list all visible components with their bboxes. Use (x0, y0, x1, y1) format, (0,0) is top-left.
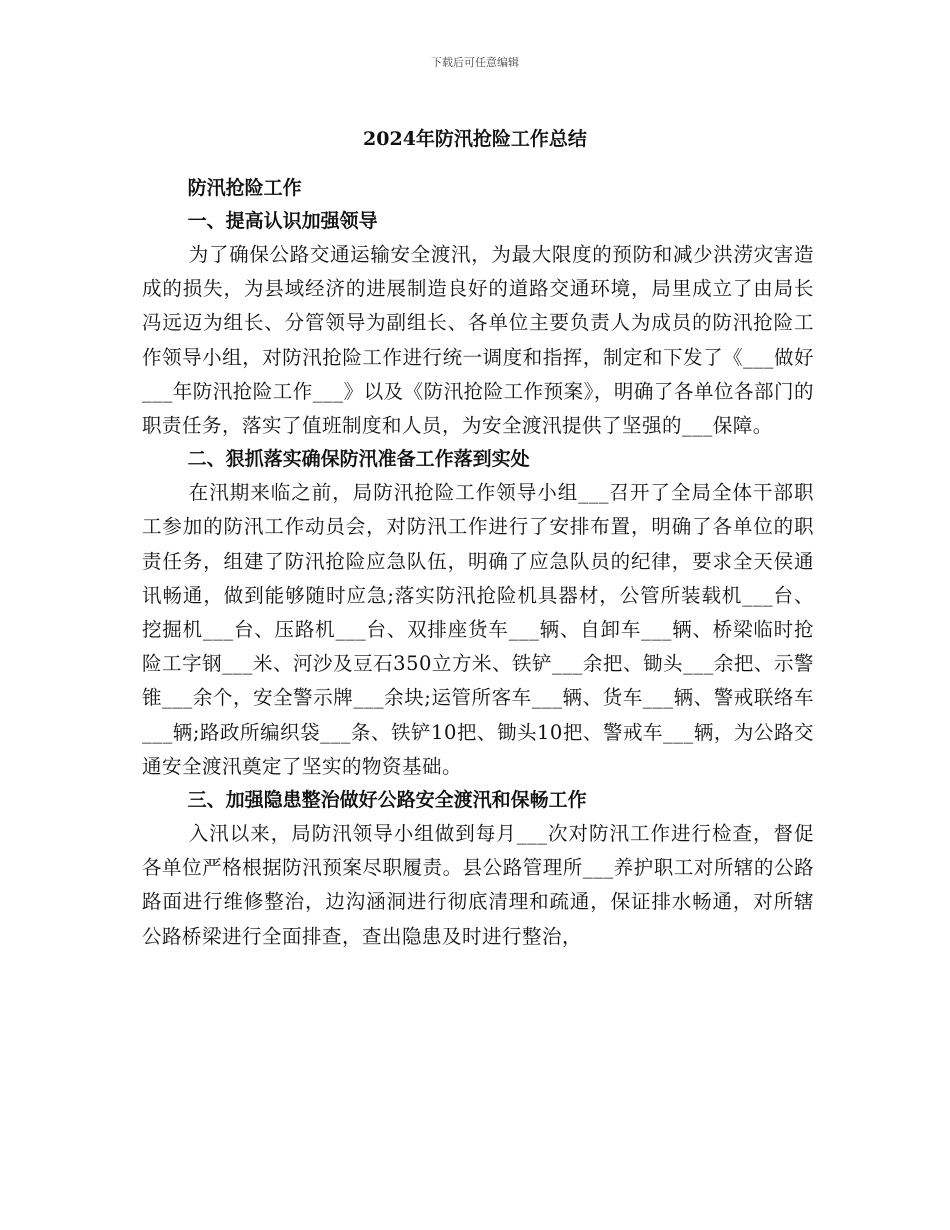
section-heading-2: 二、狠抓落实确保防汛准备工作落到实处 (187, 448, 530, 471)
header-watermark: 下载后可任意编辑 (431, 56, 519, 69)
document-title: 2024年防汛抢险工作总结 (363, 128, 587, 150)
section-paragraph-1: 为了确保公路交通运输安全渡汛，为最大限度的预防和减少洪涝灾害造成的损失，为县域经济的进展制造良好的道路交通环境，局里成立了由局长冯远迈为组长、分管领导为副组长、各单位主要负责人为成员的防汛抢险工作领导小组，对防汛抢险工作进行统一调度和指挥，制定和下发了《___做好___年防汛抢险工作___》以及《防汛抢险工作预案》，明确了各单位各部门的职责任务，落实了值班制度和人员，为安全渡汛提供了坚强的___保障。 (142, 243, 814, 438)
section-paragraph-2: 在汛期来临之前，局防汛抢险工作领导小组___召开了全局全体干部职工参加的防汛工作动员会，对防汛工作进行了安排布置，明确了各单位的职责任务，组建了防汛抢险应急队伍，明确了应急队员的纪律，要求全天侯通讯畅通，做到能够随时应急;落实防汛抢险机具器材，公管所装载机___台、挖掘机___台、压路机___台、双排座货车___辆、自卸车___辆、桥梁临时抢险工字钢___米、河沙及豆石350立方米、铁铲___余把、锄头___余把、示警锥___余个，安全警示牌___余块;运管所客车___辆、货车___辆、警戒联络车___辆;路政所编织袋___条、铁铲10把、锄头10把、警戒车___辆，为公路交通安全渡汛奠定了坚实的物资基础。 (142, 481, 814, 778)
section-label: 防汛抢险工作 (187, 177, 302, 199)
document-body (142, 172, 814, 954)
section-heading-1: 一、提高认识加强领导 (187, 210, 378, 232)
section-heading-3: 三、加强隐患整治做好公路安全渡汛和保畅工作 (187, 789, 587, 812)
section-paragraph-3: 入汛以来，局防汛领导小组做到每月___次对防汛工作进行检查，督促各单位严格根据防汛预案尽职履责。县公路管理所___养护职工对所辖的公路路面进行维修整治，边沟涵洞进行彻底清理和疏通，保证排水畅通，对所辖公路桥梁进行全面排查，查出隐患及时进行整治， (142, 822, 814, 948)
